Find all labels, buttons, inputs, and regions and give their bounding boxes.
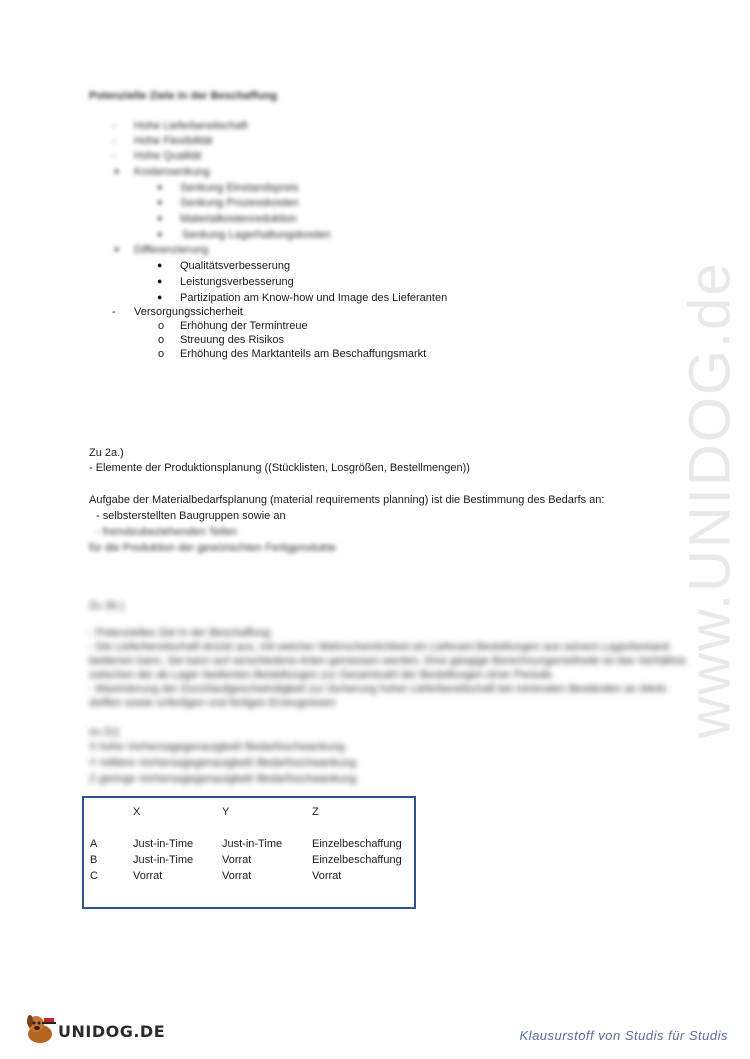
bullet-icon: ● xyxy=(157,197,163,207)
list-item: Hohe Qualität xyxy=(134,150,202,162)
list-marker: o xyxy=(158,334,165,346)
column-header: Y xyxy=(222,806,230,818)
list-item: Differenzierung xyxy=(134,244,209,256)
bullet-icon: ● xyxy=(114,244,120,254)
paragraph-line: - Elemente der Produktionsplanung ((Stücklisten, Losgrößen, Bestellmengen)) xyxy=(89,462,470,474)
paragraph-line: - Maximierung der Durchlaufgeschwindigkeit zur Sicherung hoher Lieferbereitschaft bei minimalen Beständen an Werk- xyxy=(89,683,670,695)
bullet-icon: ● xyxy=(157,213,163,223)
section-title: Potenzielle Ziele in der Beschaffung xyxy=(89,90,278,102)
paragraph-line: stoffen sowie unfertigen und fertigen Erzeugnissen xyxy=(89,697,336,709)
paragraph-line: zwischen der ab Lager bedienten Bestellungen zur Gesamtzahl der Bestellungen einer Periode. xyxy=(89,669,555,681)
section-heading: Zu 2b.) xyxy=(89,600,124,612)
row-label: C xyxy=(90,870,98,882)
list-item: Erhöhung des Marktanteils am Beschaffungsmarkt xyxy=(180,348,427,360)
list-item: Versorgungssicherheit xyxy=(134,306,243,318)
list-marker: - xyxy=(112,306,116,318)
strategy-table xyxy=(82,796,416,909)
table-cell: Just-in-Time xyxy=(222,838,283,850)
list-marker: - xyxy=(112,150,116,162)
bullet-icon: ● xyxy=(157,276,163,286)
list-item: Erhöhung der Termintreue xyxy=(180,320,308,332)
footer-slogan: Klausurstoff von Studis für Studis xyxy=(519,1028,728,1043)
paragraph-line: - Potenzielles Ziel in der Beschaffung xyxy=(89,627,271,639)
list-item: Kostensenkung xyxy=(134,166,210,178)
unidog-logo[interactable] xyxy=(22,1012,166,1046)
bullet-icon: ● xyxy=(157,182,163,192)
table-cell: Einzelbeschaffung xyxy=(312,838,402,850)
logo-text: UNIDOG.DE xyxy=(58,1022,166,1041)
paragraph-line: Aufgabe der Materialbedarfsplanung (material requirements planning) ist die Bestimmung des Bedarfs an: xyxy=(89,494,605,506)
list-item: Leistungsverbesserung xyxy=(180,276,294,288)
list-item: Qualitätsverbesserung xyxy=(180,260,291,272)
list-marker: - xyxy=(112,135,116,147)
row-label: B xyxy=(90,854,98,866)
table-cell: Vorrat xyxy=(222,854,252,866)
list-marker: - xyxy=(112,120,116,132)
table-cell: Einzelbeschaffung xyxy=(312,854,402,866)
dog-mascot-icon xyxy=(22,1012,58,1046)
table-cell: Vorrat xyxy=(222,870,252,882)
column-header: X xyxy=(133,806,141,818)
row-label: A xyxy=(90,838,98,850)
bullet-icon: ● xyxy=(114,166,120,176)
list-item: Senkung Einstandspreis xyxy=(180,182,299,194)
list-item: Materialkostenreduktion xyxy=(180,213,297,225)
paragraph-line: Z geringe Vorhersagegenauigkeit/ Bedarfsschwankung xyxy=(89,773,357,785)
bullet-icon: ● xyxy=(157,260,163,270)
paragraph-line: Y mittlere Vorhersagegenauigkeit/ Bedarfsschwankung xyxy=(89,757,357,769)
list-item: Hohe Lieferbereitschaft xyxy=(134,120,248,132)
section-heading: Zu 2a.) xyxy=(89,447,124,459)
section-heading: zu 2c) xyxy=(89,726,119,738)
table-cell: Just-in-Time xyxy=(133,854,194,866)
bullet-icon: ● xyxy=(157,292,163,302)
table-cell: Just-in-Time xyxy=(133,838,194,850)
list-marker: o xyxy=(158,348,165,360)
table-cell: Vorrat xyxy=(312,870,342,882)
list-item: Senkung Prozesskosten xyxy=(180,197,299,209)
column-header: Z xyxy=(312,806,319,818)
paragraph-line: - fremdzubeziehenden Teilen xyxy=(96,526,238,538)
bullet-icon: ● xyxy=(157,229,163,239)
list-marker: o xyxy=(158,320,165,332)
list-item: Streuung des Risikos xyxy=(180,334,284,346)
list-item: Hohe Flexibilität xyxy=(134,135,213,147)
list-item: Partizipation am Know-how und Image des Lieferanten xyxy=(180,292,448,304)
list-item: Senkung Lagerhaltungskosten xyxy=(182,229,331,241)
paragraph-line: - Die Lieferbereitschaft drückt aus, mit welcher Wahrscheinlichkeit ein Lieferant Bestellungen aus seinem Lagerbestand xyxy=(89,641,670,653)
table-cell: Vorrat xyxy=(133,870,163,882)
paragraph-line: für die Produktion der gewünschten Fertigprodukte xyxy=(89,542,337,554)
paragraph-line: - selbsterstellten Baugruppen sowie an xyxy=(96,510,286,522)
paragraph-line: X hohe Vorhersagegenauigkeit/ Bedarfsschwankung xyxy=(89,741,345,753)
watermark: www.UNIDOG.de xyxy=(677,261,743,739)
paragraph-line: bedienen kann. Sie kann auf verschiedene Arten gemessen werden. Eine gängige Berechnungsmethode ist das Verhältnis xyxy=(89,655,686,667)
